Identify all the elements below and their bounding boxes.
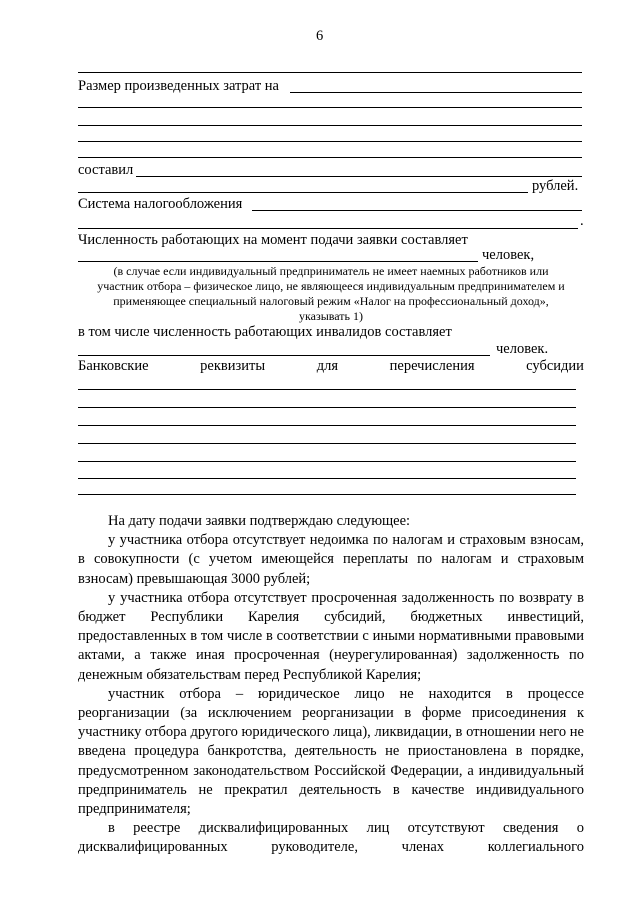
- note-line: указывать 1): [298, 309, 363, 323]
- note-line: (в случае если индивидуальный предприниматель не имеет наемных работников или: [113, 264, 549, 278]
- page-number: 6: [316, 28, 324, 44]
- employees-input-line[interactable]: [78, 261, 478, 262]
- costs-label: Размер произведенных затрат на: [78, 78, 279, 94]
- bank-input-line[interactable]: [78, 461, 576, 462]
- blank-line: [78, 107, 582, 108]
- blank-line: [78, 125, 582, 126]
- tax-system-label: Система налогообложения: [78, 196, 243, 212]
- tax-system-end: .: [580, 213, 584, 229]
- disabled-unit: человек.: [496, 341, 549, 357]
- note-line: применяющее специальный налоговый режим «Налог на профессиональный доход»,: [113, 294, 549, 308]
- disabled-input-line[interactable]: [78, 355, 490, 356]
- amount-label: составил: [78, 162, 134, 178]
- bank-word: субсидии: [526, 358, 584, 374]
- bank-input-line[interactable]: [78, 478, 576, 479]
- costs-input-line[interactable]: [290, 92, 582, 93]
- bank-input-line[interactable]: [78, 389, 576, 390]
- employees-note: [78, 264, 584, 324]
- bank-word: Банковские: [78, 358, 149, 374]
- blank-line: [78, 157, 582, 158]
- bank-input-line[interactable]: [78, 494, 576, 495]
- confirmation-item: у участника отбора отсутствует просроченная задолженность по возврату в бюджет Республики Карелия субсидий, бюджетных инвестиций, предоставленных в том числе в соответствии с иными нормативными правовыми актами, а также иная просроченная (неурегулированная) задолженность по денежным обязательствам перед Республикой Карелия;: [78, 589, 584, 683]
- confirmation-intro: На дату подачи заявки подтверждаю следующее:: [108, 513, 411, 529]
- confirmation-item: в реестре дисквалифицированных лиц отсутствуют сведения о дисквалифицированных руководителе, членах коллегиального: [78, 820, 584, 856]
- bank-word: перечисления: [389, 358, 475, 374]
- tax-system-input-line[interactable]: [78, 228, 578, 229]
- bank-input-line[interactable]: [78, 443, 576, 444]
- employees-unit: человек,: [482, 247, 535, 263]
- blank-line: [78, 72, 582, 73]
- note-line: участник отбора – физическое лицо, не являющееся индивидуальным предпринимателем и: [97, 279, 565, 293]
- confirmation-item: у участника отбора отсутствует недоимка по налогам и страховым взносам, в совокупности (с учетом имеющейся переплаты по налогам и страховым взносам) превышающая 3000 рублей;: [78, 532, 584, 587]
- disabled-label: в том числе численность работающих инвалидов составляет: [78, 324, 452, 340]
- blank-line: [78, 141, 582, 142]
- currency-label: рублей.: [532, 178, 579, 194]
- confirmation-section: [78, 512, 584, 858]
- bank-details-label: [78, 358, 584, 375]
- employees-label: Численность работающих на момент подачи заявки составляет: [78, 232, 468, 248]
- bank-input-line[interactable]: [78, 425, 576, 426]
- bank-word: реквизиты: [200, 358, 266, 374]
- bank-word: для: [316, 358, 339, 374]
- amount-input-line[interactable]: [136, 176, 582, 177]
- confirmation-item: участник отбора – юридическое лицо не находится в процессе реорганизации (за исключением реорганизации в форме присоединения к участнику отбора другого юридического лица), ликвидации, в отношении него не введена процедура банкротства, деятельность не приостановлена в порядке, предусмотренном законодательством Российской Федерации, а индивидуальный предприниматель не прекратил деятельность в качестве индивидуального предпринимателя;: [78, 685, 584, 818]
- amount-input-line[interactable]: [78, 192, 528, 193]
- bank-input-line[interactable]: [78, 407, 576, 408]
- tax-system-input-line[interactable]: [252, 210, 582, 211]
